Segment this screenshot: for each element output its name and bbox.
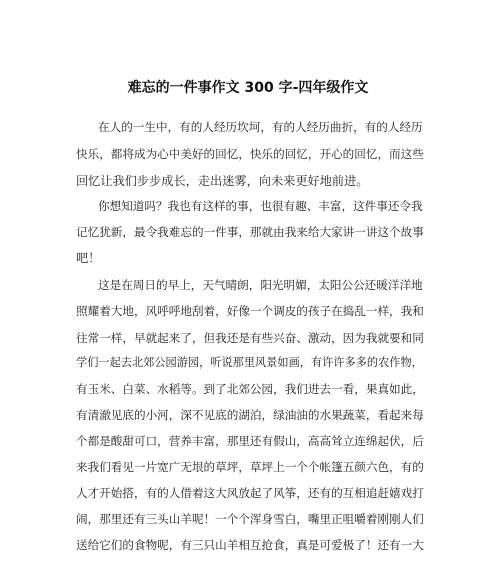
text-line: 吧！: [76, 251, 101, 265]
text-line: 个都是酸甜可口，营养丰富，那里还有假山，高高耸立连绵起伏，后: [76, 434, 424, 448]
text-line: 快乐，都将成为心中美好的回忆，快乐的回忆，开心的回忆，而这些: [76, 147, 424, 161]
text-line: 来我们看见一片宽广无垠的草坪，草坪上一个个帐篷五颜六色，有的: [76, 460, 424, 474]
text-line: 送给它们的食物呢，有三只山羊相互抢食，真是可爱极了！还有一大: [76, 538, 424, 552]
text-line: 在人的一生中，有的人经历坎坷，有的人经历曲折，有的人经历: [98, 120, 423, 134]
text-line: 有玉米、白菜、水稻等。到了北郊公园，我们进去一看，果真如此，: [76, 382, 424, 396]
page-title: 难忘的一件事作文 300 字-四年级作文: [127, 80, 369, 96]
text-line: 有清澈见底的小河，深不见底的湖泊，绿油油的水果蔬菜，看起来每: [76, 408, 424, 422]
text-line: 人才开始搭，有的人借着这大风放起了风筝，还有的互相追赶嬉戏打: [76, 486, 424, 500]
text-line: 回忆让我们步步成长，走出迷雾，向未来更好地前进。: [76, 174, 369, 188]
text-line: 往常一样，早就起来了，但我还是有些兴奋、激动，因为我就要和同: [76, 331, 424, 345]
text-line: 你想知道吗？我也有这样的事，也很有趣、丰富，这件事还令我: [98, 199, 423, 213]
text-line: 这是在周日的早上，天气晴朗，阳光明媚，太阳公公还暖洋洋地: [98, 278, 423, 292]
text-line: 闹，那里还有三头山羊呢！一个个浑身雪白，嘴里正咀嚼着刚刚人们: [76, 512, 424, 526]
text-line: 照耀着大地，风呼呼地刮着，好像一个调皮的孩子在捣乱一样，我和: [76, 304, 424, 318]
text-line: 记忆犹新，最令我难忘的一件事，那就由我来给大家讲一讲这个故事: [76, 225, 424, 239]
text-line: 学们一起去北郊公园游园，听说那里风景如画，有许许多多的农作物，: [76, 356, 423, 369]
